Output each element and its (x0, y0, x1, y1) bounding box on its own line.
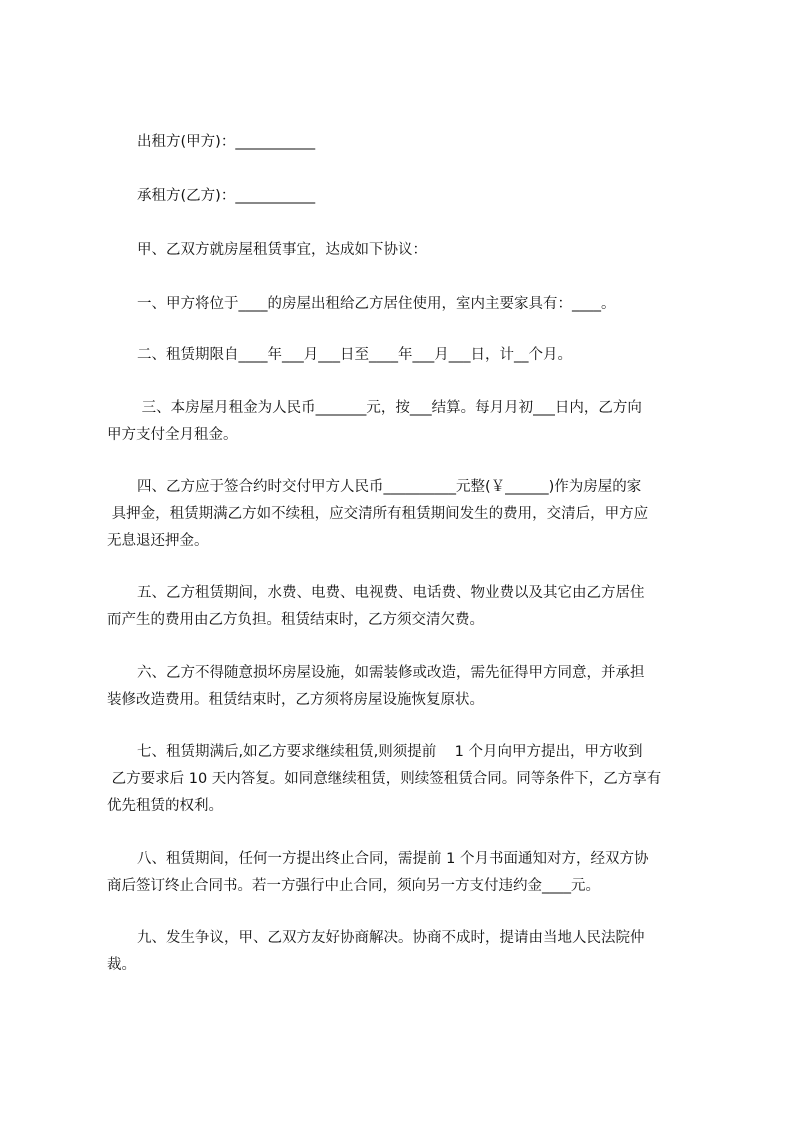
clause-5-line-1: 五、乙方租赁期间，水费、电费、电视费、电话费、物业费以及其它由乙方居住 (137, 585, 645, 601)
clause-3-line-1: 三、本房屋月租金为人民币_______元，按___结算。每月月初___日内，乙方向 (137, 400, 642, 416)
lessor-line: 出租方(甲方)：___________ (137, 134, 316, 150)
agreement-intro: 甲、乙双方就房屋租赁事宜，达成如下协议： (137, 242, 427, 258)
clause-4-line-3: 无息退还押金。 (107, 533, 209, 549)
clause-4-line-1: 四、乙方应于签合约时交付甲方人民币__________元整(￥______)作为房屋的家 (137, 479, 642, 495)
clause-8-line-1: 八、租赁期间，任何一方提出终止合同，需提前 1 个月书面通知对方，经双方协 (137, 851, 649, 867)
clause-9-line-1: 九、发生争议，甲、乙双方友好协商解决。协商不成时，提请由当地人民法院仲 (137, 930, 645, 946)
clause-7-line-3: 优先租赁的权利。 (107, 798, 223, 814)
clause-3-line-2: 甲方支付全月租金。 (107, 427, 238, 443)
clause-6-line-1: 六、乙方不得随意损坏房屋设施，如需装修或改造，需先征得甲方同意，并承担 (137, 665, 645, 681)
clause-1-line-1: 一、甲方将位于____的房屋出租给乙方居住使用，室内主要家具有：____。 (137, 296, 616, 312)
clause-7-line-2: 乙方要求后 10 天内答复。如同意继续租赁，则续签租赁合同。同等条件下，乙方享有 (107, 771, 662, 787)
clause-9-line-2: 裁。 (107, 957, 136, 973)
lessee-line: 承租方(乙方)：___________ (137, 188, 316, 204)
clause-7-line-1: 七、租赁期满后,如乙方要求继续租赁,则须提前 1 个月向甲方提出，甲方收到 (137, 744, 643, 760)
clause-5-line-2: 而产生的费用由乙方负担。租赁结束时，乙方须交清欠费。 (107, 612, 484, 628)
clause-8-line-2: 商后签订终止合同书。若一方强行中止合同，须向另一方支付违约金____元。 (107, 878, 600, 894)
clause-4-line-2: 具押金，租赁期满乙方如不续租，应交清所有租赁期间发生的费用，交清后，甲方应 (107, 506, 649, 522)
clause-2-line-1: 二、租赁期限自____年___月___日至____年___月___日，计__个月。 (137, 347, 572, 363)
clause-6-line-2: 装修改造费用。租赁结束时，乙方须将房屋设施恢复原状。 (107, 692, 484, 708)
